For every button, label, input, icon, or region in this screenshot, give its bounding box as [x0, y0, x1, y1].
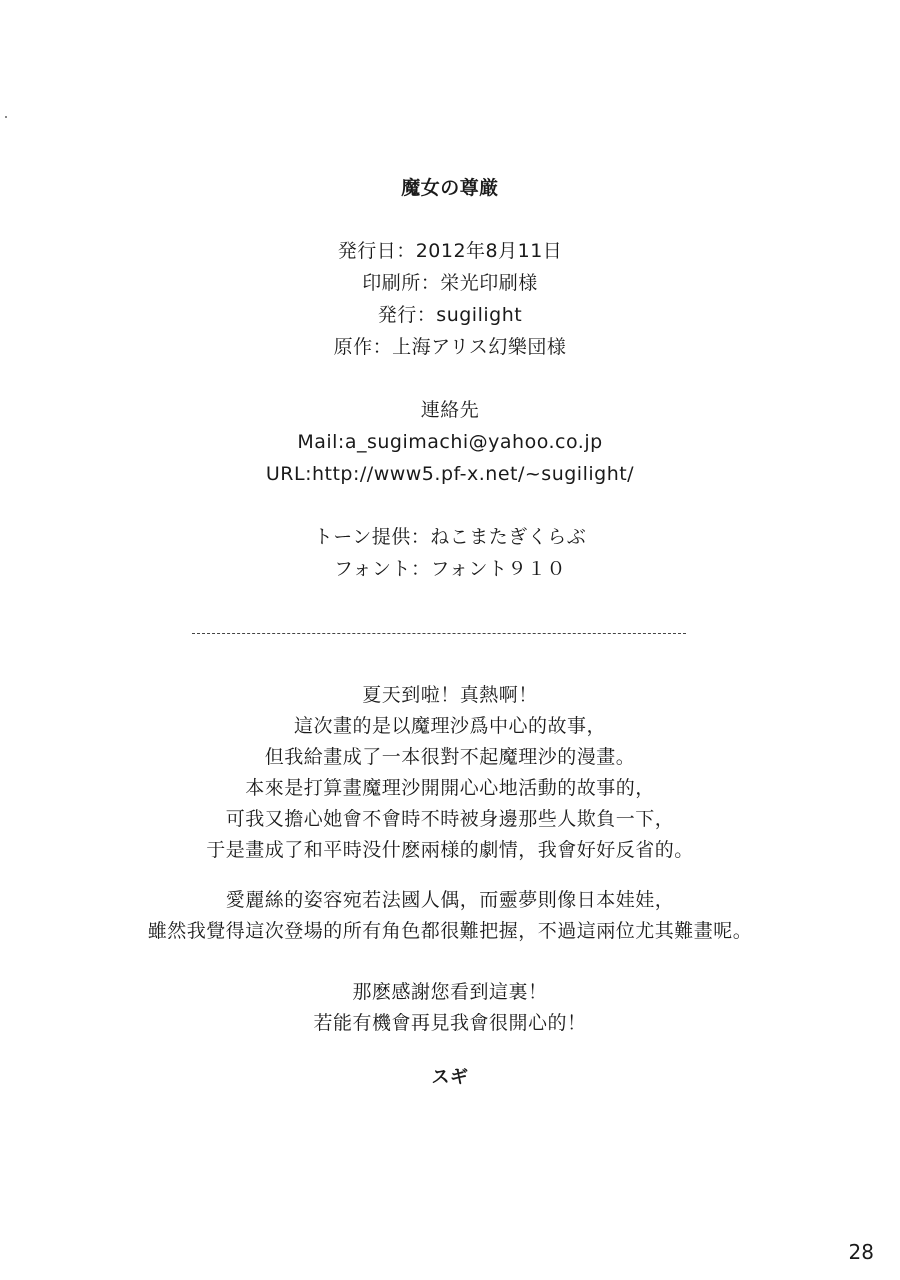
scan-speck	[5, 116, 7, 118]
dashed-divider	[192, 633, 686, 634]
contact-url: URL:http://www5.pf-x.net/~sugilight/	[265, 463, 635, 485]
afterword-line: 夏天到啦！真熱啊！	[362, 684, 538, 706]
contact-heading: 連絡先	[420, 399, 480, 421]
afterword-line: 可我又擔心她會不會時不時被身邊那些人欺負一下，	[225, 808, 675, 830]
publisher-credit: 発行：sugilight	[377, 304, 523, 326]
afterword-line: 雖然我覺得這次登場的所有角色都很難把握，不過這兩位尤其難畫呢。	[147, 920, 753, 942]
publish-date: 発行日：2012年8月11日	[337, 240, 563, 262]
page-number: 28	[848, 1240, 874, 1264]
contact-mail: Mail:a_sugimachi@yahoo.co.jp	[297, 431, 603, 453]
original-work-credit: 原作：上海アリス幻樂団様	[333, 336, 567, 358]
afterword-line: 但我給畫成了一本很對不起魔理沙的漫畫。	[264, 746, 636, 768]
book-title: 魔女の尊厳	[401, 177, 499, 199]
printer-credit: 印刷所：栄光印刷様	[362, 272, 538, 294]
afterword-line: 于是畫成了和平時没什麽兩様的劇情，我會好好反省的。	[206, 839, 694, 861]
afterword-line: 愛麗絲的姿容宛若法國人偶，而靈夢則像日本娃娃，	[225, 889, 675, 911]
tone-credit: トーン提供：ねこまたぎくらぶ	[313, 526, 587, 548]
afterword-line: 若能有機會再見我會很開心的！	[313, 1012, 587, 1034]
afterword-line: 那麽感謝您看到這裏！	[352, 981, 548, 1003]
afterword-line: 本來是打算畫魔理沙開開心心地活動的故事的，	[245, 777, 655, 799]
font-credit: フォント：フォント９１０	[333, 558, 567, 580]
author-signature: スギ	[431, 1067, 469, 1088]
afterword-line: 這次畫的是以魔理沙爲中心的故事，	[293, 715, 606, 737]
